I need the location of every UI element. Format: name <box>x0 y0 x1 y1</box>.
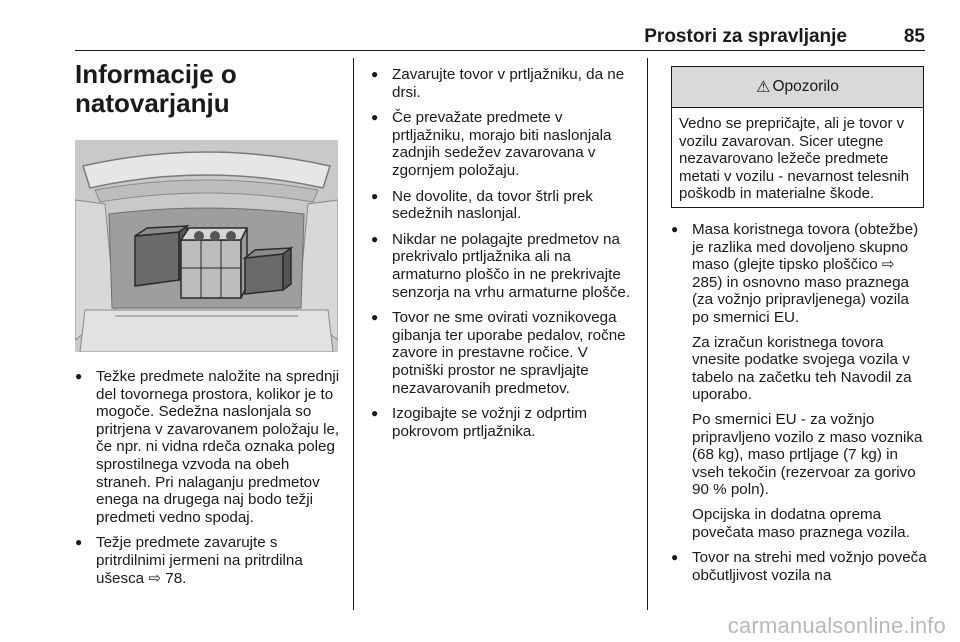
page-header <box>75 26 925 51</box>
warning-title: Opozorilo <box>772 78 839 95</box>
loading-tips-list-2 <box>371 66 635 448</box>
list-item: ● Tovor na strehi med vožnjo poveča občutljivost vozila na <box>671 549 929 584</box>
warning-text: Vedno se prepričajte, ali je tovor v vozilu zavarovan. Sicer utegne nezavarovano ležeče predmete metati v vozilu - nevarnost telesnih poškodb in materialne škode. <box>679 115 910 203</box>
cargo-illustration <box>75 140 338 352</box>
warning-box <box>671 66 924 208</box>
warning-triangle-icon: ⚠ <box>756 79 771 96</box>
column-divider-right <box>647 58 648 610</box>
list-item <box>671 221 929 541</box>
warning-header <box>672 67 923 108</box>
list-item: ● Če prevažate predmete v prtljažniku, morajo biti naslonjala zadnjih sedežev zavarovana v zgornjem položaju. <box>371 109 635 179</box>
list-item: ● Težje predmete zavarujte s pritrdilnimi jermeni na pritrdilna ušesca ⇨ 78. <box>75 534 343 587</box>
list-item: ● Težke predmete naložite na sprednji del tovornega prostora, kolikor je to mogoče. Sedežna naslonjala so pritrjena v zavarovanem položaju le, če npr. ni vidna rdeča oznaka poleg sprostilnega vzvoda na obeh straneh. Pri nalaganju predmetov enega na drugega naj bodo težji predmeti vedno spodaj. <box>75 368 343 526</box>
paragraph: Po smernici EU - za vožnjo pripravljeno vozilo z maso voznika (68 kg), maso prtljage (7 kg) in vseh tekočin (rezervoar za gorivo 90 % poln). <box>692 410 923 499</box>
header-title: Prostori za spravljanje <box>644 26 847 47</box>
paragraph: ● Masa koristnega tovora (obtežbe) je razlika med dovoljeno skupno maso (glejte tipsko ploščico ⇨ 285) in osnovno maso praznega (za vožnjo pripravljenega) vozila po smernici EU. <box>692 221 919 326</box>
list-item: ● Zavarujte tovor v prtljažniku, da ne drsi. <box>371 66 635 101</box>
watermark: carmanualsonline.info <box>727 613 946 638</box>
paragraph: Opcijska in dodatna oprema povečata maso praznega vozila. <box>692 505 910 541</box>
list-item: ● Ne dovolite, da tovor štrli prek sedežnih naslonjal. <box>371 188 635 223</box>
payload-info-list <box>671 221 929 592</box>
list-item: ● Tovor ne sme ovirati voznikovega gibanja ter uporabe pedalov, ročne zavore in prestavne ročice. V potniški prostor ne spravljajte nezavarovanih predmetov. <box>371 309 635 397</box>
loading-tips-list-1 <box>75 368 343 595</box>
trunk-loading-illustration <box>75 140 338 352</box>
column-divider-left <box>353 58 354 610</box>
page-number: 85 <box>903 26 925 47</box>
paragraph: Za izračun koristnega tovora vnesite podatke svojega vozila v tabelo na začetku teh Navodil za uporabo. <box>692 333 912 404</box>
section-title: Informacije o natovarjanju <box>75 59 237 118</box>
list-item: ● Nikdar ne polagajte predmetov na prekrivalo prtljažnika ali na armaturno ploščo in ne prekrivajte senzorja na vrhu armaturne plošče. <box>371 231 635 301</box>
list-item: ● Izogibajte se vožnji z odprtim pokrovom prtljažnika. <box>371 405 635 440</box>
